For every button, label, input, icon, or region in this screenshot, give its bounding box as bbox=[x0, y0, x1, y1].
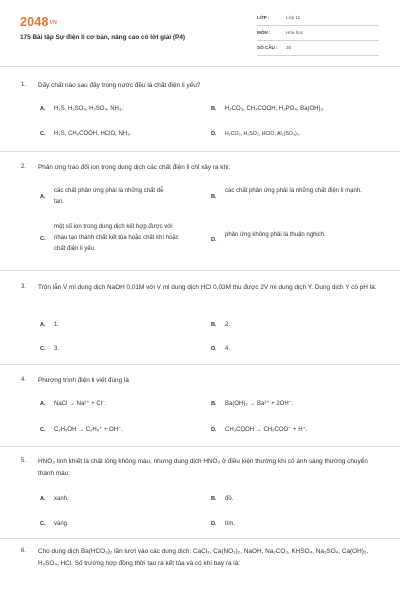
document-title: 175 Bài tập Sự điện li cơ bản, nâng cao có lời giải (P4) bbox=[20, 34, 185, 41]
meta-label: MÔN : bbox=[257, 30, 271, 35]
option-text: 4. bbox=[225, 346, 231, 352]
site-logo[interactable] bbox=[20, 15, 57, 29]
question-divider bbox=[0, 446, 400, 447]
header-divider bbox=[0, 66, 400, 67]
option-text: các chất phản ứng phải là những chất điện li mạnh. bbox=[225, 188, 362, 194]
question-text: Phương trình điện li viết đúng là bbox=[38, 377, 129, 384]
meta-label: LỚP : bbox=[257, 15, 270, 20]
option-b[interactable] bbox=[211, 186, 381, 212]
option-letter: C. bbox=[40, 427, 46, 433]
meta-count-row bbox=[257, 42, 379, 56]
option-letter: A. bbox=[40, 194, 46, 200]
question-divider bbox=[0, 538, 400, 539]
option-letter: C. bbox=[40, 236, 46, 242]
option-a[interactable] bbox=[40, 186, 195, 212]
option-letter: D. bbox=[211, 427, 217, 433]
option-text: C₂H₅OH → C₂H₅⁺ + OH⁻. bbox=[54, 427, 123, 433]
option-letter: D. bbox=[211, 521, 217, 527]
question-text: Cho dung dịch Ba(HCO₃)₂ lần lượt vào các dung dịch: CaCl₂, Ca(NO₃)₂, NaOH, Na₂CO₃, KHSO₄, Na₂SO₄, Ca(OH)₂, H₂SO₄, HCl. Số trường hợp đồng thời tạo ra kết tủa và có khí bay ra là: bbox=[38, 548, 369, 567]
option-letter: D. bbox=[211, 131, 217, 137]
option-letter: A. bbox=[40, 496, 46, 502]
meta-label: SỐ CÂU : bbox=[257, 45, 278, 50]
question-number: 1. bbox=[21, 82, 27, 88]
question-text: HNO₃ tinh khiết là chất lỏng không màu, nhưng dung dịch HNO₃ ở điều kiện thường khi có ánh sáng thường chuyển thành màu: bbox=[38, 458, 368, 477]
document-header bbox=[0, 0, 400, 70]
option-text: 2. bbox=[225, 322, 231, 328]
option-text: H₂CO₃, CH₃COOH, H₃PO₄, Ba(OH)₂. bbox=[225, 106, 325, 112]
option-letter: D. bbox=[211, 237, 217, 243]
question-text: Phản ứng trao đổi ion trong dung dịch các chất điện li chỉ xảy ra khi: bbox=[38, 164, 231, 171]
option-text: Ba(OH)₂ → Ba²⁺ + 2OH⁻. bbox=[225, 401, 294, 407]
option-d[interactable] bbox=[211, 230, 381, 256]
option-letter: B. bbox=[211, 401, 217, 407]
question-number: 6. bbox=[21, 548, 27, 554]
option-text: tím. bbox=[225, 521, 235, 527]
logo-suffix: VN bbox=[49, 20, 57, 26]
question-number: 3. bbox=[21, 284, 27, 290]
option-letter: B. bbox=[211, 322, 217, 328]
meta-subject-row bbox=[257, 27, 379, 41]
meta-value: Lớp 11 bbox=[286, 15, 301, 20]
option-letter: B. bbox=[211, 194, 217, 200]
meta-value: 35 bbox=[286, 45, 292, 50]
option-letter: C. bbox=[40, 521, 46, 527]
option-letter: B. bbox=[211, 106, 217, 112]
question-divider bbox=[0, 151, 400, 152]
option-text: 3. bbox=[54, 346, 60, 352]
option-text: H₂S, CH₃COOH, HClO, NH₃. bbox=[54, 131, 132, 137]
option-letter: D. bbox=[211, 346, 217, 352]
meta-value: Hóa học bbox=[286, 30, 304, 35]
option-letter: B. bbox=[211, 496, 217, 502]
option-text: đỏ. bbox=[225, 496, 234, 502]
option-letter: A. bbox=[40, 401, 46, 407]
option-letter: C. bbox=[40, 346, 46, 352]
question-divider bbox=[0, 364, 400, 365]
question-number: 2. bbox=[21, 164, 27, 170]
question-text: Trộn lẫn V ml dung dịch NaOH 0,01M với V ml dung dịch HCl 0,03M thu được 2V ml dung dịch Y. Dung dịch Y có pH là: bbox=[38, 284, 377, 291]
option-letter: A. bbox=[40, 322, 46, 328]
option-letter: A. bbox=[40, 106, 46, 112]
option-text: H₂CO₃, H₂SO₃, HClO, Al₂(SO₄)₃. bbox=[225, 131, 301, 137]
question-number: 5. bbox=[21, 458, 27, 464]
option-c[interactable] bbox=[40, 222, 200, 258]
option-text: H₂S, H₂SO₃, H₂SO₄, NH₃. bbox=[54, 106, 123, 112]
question-number: 4. bbox=[21, 377, 27, 383]
option-text: 1. bbox=[54, 322, 60, 328]
option-text: phản ứng không phải là thuận nghịch. bbox=[225, 232, 326, 238]
option-text: NaCl → Na²⁺ + Cl⁻. bbox=[54, 401, 107, 407]
option-text: một số ion trong dung dịch kết hợp được với nhau tạo thành chất kết tủa hoặc chất khí hoặc chất điện li yếu. bbox=[54, 224, 179, 252]
option-text: vàng. bbox=[54, 521, 69, 527]
option-text: CH₃COOH → CH₃COO⁻ + H⁺. bbox=[225, 427, 308, 433]
question-divider bbox=[0, 270, 400, 271]
meta-class-row bbox=[257, 12, 379, 26]
option-letter: C. bbox=[40, 131, 46, 137]
option-text: các chất phản ứng phải là những chất dễ tan. bbox=[54, 188, 164, 205]
option-text: xanh. bbox=[54, 496, 69, 502]
question-text: Dãy chất nào sau đây trong nước đều là chất điện li yếu? bbox=[38, 82, 201, 89]
logo-text: 2048 bbox=[20, 15, 49, 29]
